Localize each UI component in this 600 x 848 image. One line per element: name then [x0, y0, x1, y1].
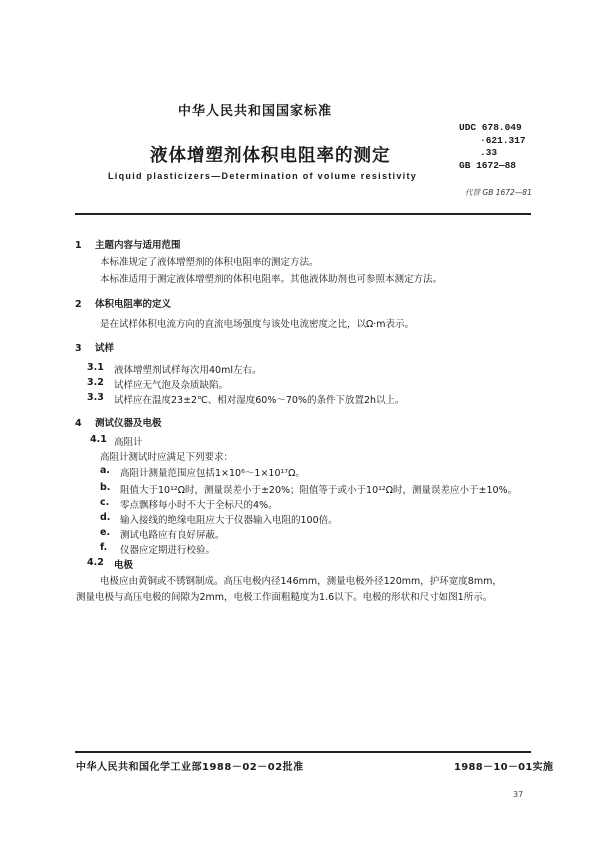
item-number: 4.1 [90, 434, 107, 445]
udc-line: .33 [480, 147, 498, 158]
implementation-date: 1988－10－01实施 [454, 762, 554, 773]
header-divider [75, 213, 531, 215]
item-text: 高阻计测量范围应包括1×10⁶～1×10¹⁷Ω。 [120, 468, 305, 479]
section-title: 测试仪器及电极 [95, 418, 162, 429]
udc-line: UDC 678.049 [459, 122, 522, 133]
item-text: 仪器应定期进行校验。 [120, 545, 216, 556]
document-title: 液体增塑剂体积电阻率的测定 [150, 146, 391, 166]
subsection-title: 高阻计 [114, 437, 143, 448]
replaces-standard: 代替 GB 1672—81 [465, 188, 532, 197]
section-2-paragraph: 是在试样体积电流方向的直流电场强度与该处电流密度之比，以Ω·m表示。 [100, 319, 415, 330]
section-number: 2 [75, 299, 82, 310]
section-3-heading [75, 340, 114, 354]
subsection-4-1-intro: 高阻计测试时应满足下列要求： [100, 452, 234, 463]
udc-classification [459, 122, 526, 160]
approval-line: 中华人民共和国化学工业部1988－02－02批准 [76, 762, 304, 773]
item-letter: a. [100, 465, 111, 476]
item-letter: e. [100, 527, 111, 538]
item-number: 3.2 [87, 377, 104, 388]
subsection-4-2-paragraph-1: 电极应由黄铜或不锈钢制成。高压电极内径146mm，测量电极外径120mm，护环宽度8mm， [100, 576, 502, 587]
subsection-title: 电极 [114, 560, 134, 571]
document-title-english: Liquid plasticizers—Determination of volume resistivity [108, 171, 418, 181]
gb-number: GB 1672—88 [459, 160, 517, 171]
item-letter: f. [100, 542, 108, 553]
item-number: 3.1 [87, 362, 104, 373]
item-letter: d. [100, 512, 111, 523]
item-text: 输入接线的绝缘电阻应大于仪器输入电阻的100倍。 [120, 515, 338, 526]
section-number: 4 [75, 418, 82, 429]
section-title: 体积电阻率的定义 [95, 299, 172, 310]
section-1-heading [75, 237, 181, 251]
item-letter: c. [100, 497, 110, 508]
item-text: 试样应无气泡及杂质缺陷。 [114, 380, 229, 391]
section-4-heading [75, 415, 162, 429]
section-number: 3 [75, 343, 82, 354]
section-title: 主题内容与适用范围 [95, 240, 181, 251]
section-number: 1 [75, 240, 82, 251]
item-number: 3.3 [87, 392, 104, 403]
subsection-4-2-paragraph-2: 测量电极与高压电极的间隙为2mm，电极工作面粗糙度为1.6以下。电极的形状和尺寸如图1所示。 [76, 592, 493, 603]
item-text: 液体增塑剂试样每次用40ml左右。 [114, 365, 262, 376]
state-standard-label: 中华人民共和国国家标准 [178, 104, 333, 119]
item-text: 阻值大于10¹²Ω时，测量误差小于±20%；阻值等于或小于10¹²Ω时，测量误差应小于±10%。 [120, 485, 518, 496]
item-letter: b. [100, 482, 111, 493]
item-text: 测试电路应有良好屏蔽。 [120, 530, 225, 541]
item-text: 零点飘移每小时不大于全标尺的4%。 [120, 500, 278, 511]
section-1-paragraph-2: 本标准适用于测定液体增塑剂的体积电阻率。其他液体助剂也可参照本测定方法。 [100, 274, 443, 285]
item-text: 试样应在温度23±2℃、相对湿度60%～70%的条件下放置2h以上。 [114, 395, 405, 406]
item-number: 4.2 [87, 557, 104, 568]
section-title: 试样 [95, 343, 115, 354]
udc-line: ·621.317 [480, 134, 526, 146]
section-2-heading [75, 296, 171, 310]
page-number: 37 [513, 790, 524, 799]
footer-divider [75, 751, 531, 753]
section-1-paragraph-1: 本标准规定了液体增塑剂的体积电阻率的测定方法。 [100, 257, 319, 268]
